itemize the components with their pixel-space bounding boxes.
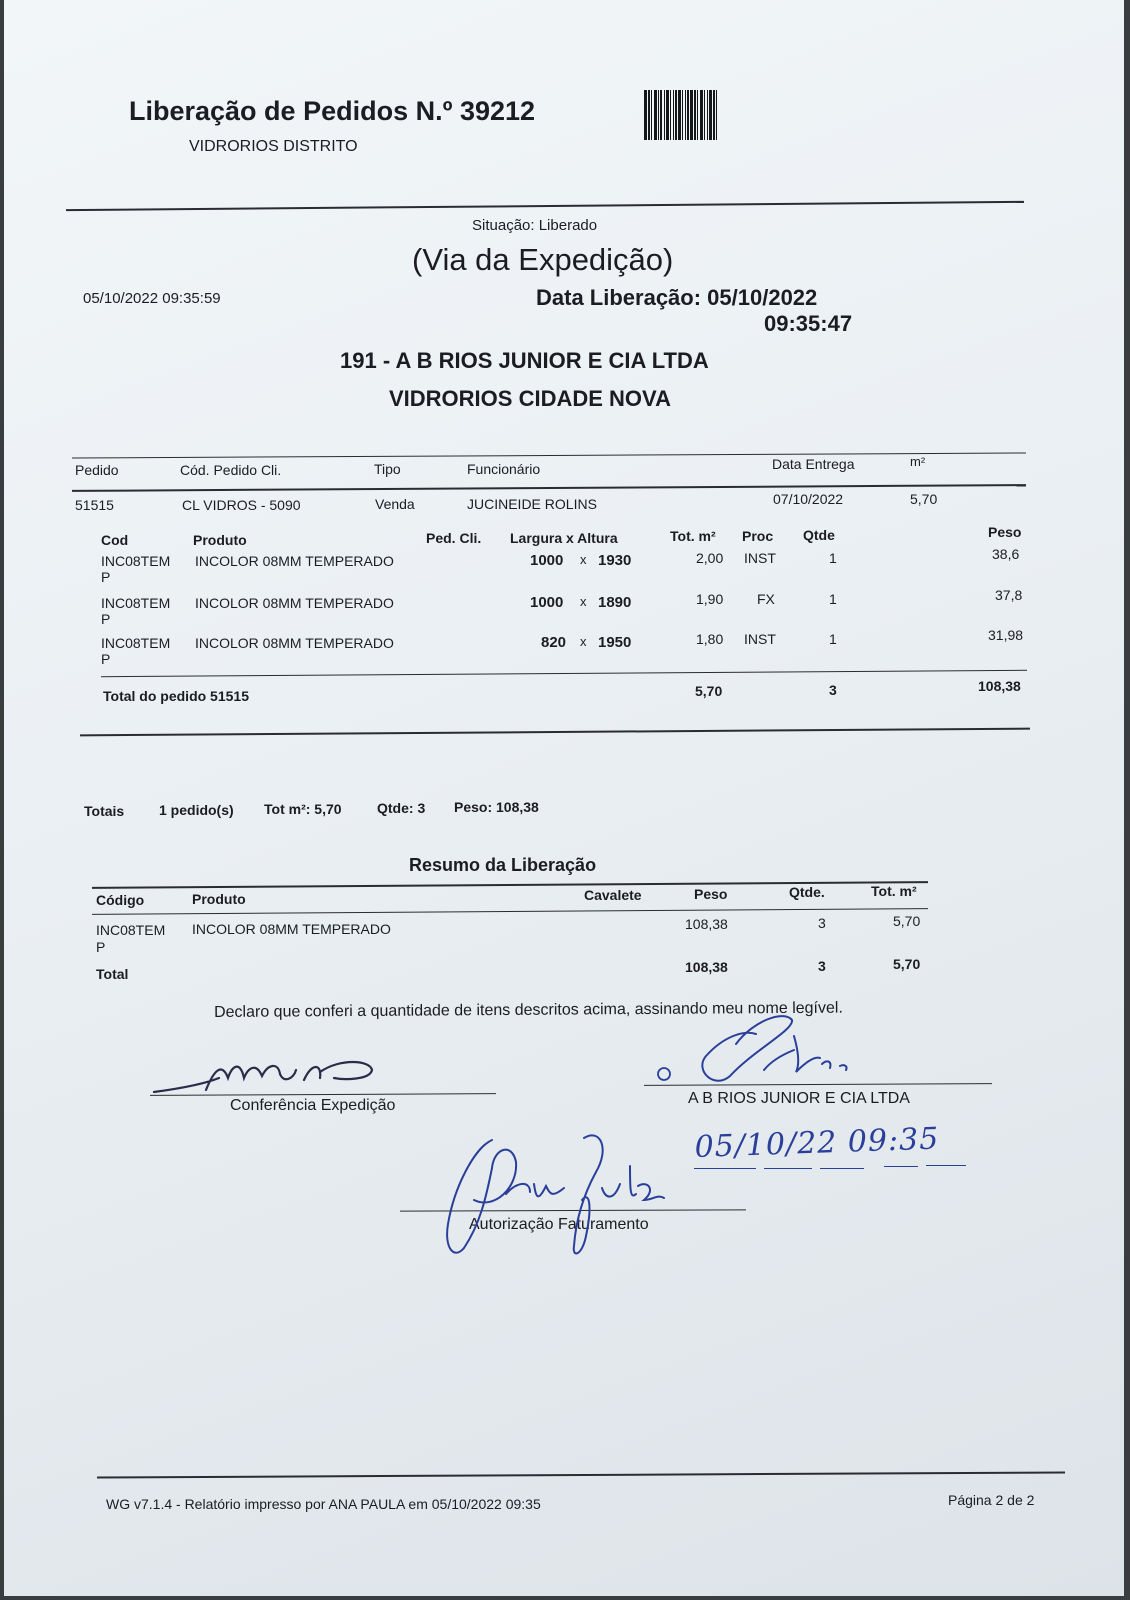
resumo-col-qtde: Qtde. (789, 884, 825, 900)
total-qtde: 3 (829, 682, 837, 698)
total-peso: 108,38 (978, 678, 1021, 694)
row-proc: FX (757, 591, 775, 607)
value-pedido: 51515 (75, 497, 114, 513)
date-underline (694, 1168, 756, 1169)
row-x: x (580, 634, 587, 649)
totais-pedidos: 1 pedido(s) (159, 802, 234, 818)
row-qtde: 1 (829, 550, 837, 566)
total-label: Total do pedido 51515 (103, 688, 249, 704)
resumo-row-tot-m2: 5,70 (893, 913, 921, 929)
resumo-row-cod: INC08TEM (96, 922, 166, 938)
value-tipo: Venda (375, 496, 415, 512)
row-x: x (580, 594, 587, 609)
footer-report: WG v7.1.4 - Relatório impresso por ANA PAULA em 05/10/2022 09:35 (106, 1496, 541, 1512)
cliente-nome: 191 - A B RIOS JUNIOR E CIA LTDA (340, 348, 709, 373)
row-largura: 820 (541, 634, 567, 651)
footer-page: Página 2 de 2 (948, 1492, 1035, 1508)
value-cod-pedido: CL VIDROS - 5090 (182, 497, 301, 513)
row-produto: INCOLOR 08MM TEMPERADO (195, 635, 394, 651)
row-cod: INC08TEM (101, 595, 171, 611)
footer-divider (97, 1471, 1065, 1478)
resumo-col-tot-m2: Tot. m² (871, 883, 917, 899)
resumo-total-tot-m2: 5,70 (893, 956, 921, 972)
row-x: x (580, 552, 587, 567)
row-tot-m2: 1,90 (696, 591, 724, 607)
col-tot-m2: Tot. m² (670, 528, 716, 544)
divider (92, 908, 928, 915)
row-altura: 1930 (598, 552, 632, 569)
barcode-bar (717, 90, 720, 140)
hora-liberacao: 09:35:47 (764, 311, 853, 336)
row-largura: 1000 (530, 552, 564, 569)
printed-datetime: 05/10/2022 09:35:59 (83, 290, 221, 307)
row-produto: INCOLOR 08MM TEMPERADO (195, 553, 394, 569)
value-funcionario: JUCINEIDE ROLINS (467, 496, 597, 512)
row-produto: INCOLOR 08MM TEMPERADO (195, 595, 394, 611)
total-tot-m2: 5,70 (695, 683, 723, 699)
row-proc: INST (744, 550, 776, 566)
label-tipo: Tipo (374, 461, 401, 477)
resumo-col-cavalete: Cavalete (584, 887, 642, 903)
resumo-title: Resumo da Liberação (409, 855, 597, 875)
col-produto: Produto (193, 532, 247, 548)
data-liberacao: Data Liberação: 05/10/2022 (536, 285, 818, 310)
resumo-total-peso: 108,38 (685, 959, 728, 975)
resumo-total-label: Total (96, 966, 129, 982)
totais-label: Totais (84, 803, 125, 819)
document-title: Liberação de Pedidos N.º 39212 (129, 96, 536, 126)
row-largura: 1000 (530, 594, 564, 611)
divider (72, 484, 1026, 492)
totais-peso: Peso: 108,38 (454, 799, 539, 815)
resumo-col-produto: Produto (192, 891, 246, 907)
handwritten-signature-autorizacao (434, 1128, 684, 1268)
resumo-row-cod-cont: P (96, 939, 106, 955)
date-underline (764, 1168, 812, 1169)
row-cod-cont: P (101, 569, 111, 585)
row-proc: INST (744, 631, 776, 647)
date-underline (884, 1166, 918, 1167)
signature-label-autorizacao: Autorização Faturamento (469, 1216, 649, 1233)
resumo-col-peso: Peso (694, 886, 728, 902)
col-qtde: Qtde (803, 527, 835, 543)
value-m2: 5,70 (910, 491, 938, 507)
label-cod-pedido: Cód. Pedido Cli. (180, 462, 282, 478)
row-tot-m2: 1,80 (696, 631, 724, 647)
col-largura-altura: Largura x Altura (510, 530, 618, 546)
resumo-total-qtde: 3 (818, 958, 826, 974)
totais-tot-m2: Tot m²: 5,70 (264, 801, 342, 817)
row-qtde: 1 (829, 591, 837, 607)
row-peso: 37,8 (995, 587, 1023, 603)
handwritten-date: 05/10/22 09:35 (694, 1121, 940, 1165)
label-pedido: Pedido (75, 462, 119, 478)
value-data-entrega: 07/10/2022 (773, 491, 844, 507)
col-ped-cli: Ped. Cli. (426, 530, 482, 546)
col-proc: Proc (742, 528, 774, 544)
date-underline (820, 1168, 864, 1169)
handwritten-signature-conferencia (144, 1048, 384, 1100)
row-altura: 1890 (598, 594, 632, 611)
issuer-company: VIDRORIOS DISTRITO (189, 138, 358, 155)
label-funcionario: Funcionário (467, 461, 541, 477)
via-title: (Via da Expedição) (412, 242, 674, 277)
resumo-col-codigo: Código (96, 892, 145, 908)
col-cod: Cod (101, 532, 129, 548)
cliente-loja: VIDRORIOS CIDADE NOVA (389, 386, 671, 411)
row-cod: INC08TEM (101, 553, 171, 569)
label-m2: m² (910, 454, 926, 469)
resumo-row-qtde: 3 (818, 915, 826, 931)
handwritten-signature-cliente (644, 1010, 884, 1090)
row-cod: INC08TEM (101, 635, 171, 651)
label-data-entrega: Data Entrega (772, 456, 855, 472)
divider (66, 201, 1024, 211)
situacao-text: Situação: Liberado (472, 217, 598, 234)
row-altura: 1950 (598, 634, 632, 651)
date-underline (926, 1165, 966, 1166)
document-page (4, 0, 1124, 1596)
signature-label-cliente: A B RIOS JUNIOR E CIA LTDA (688, 1090, 910, 1107)
divider (80, 728, 1030, 737)
declaration-text: Declaro que conferi a quantidade de itens descritos acima, assinando meu nome legível. (214, 999, 843, 1021)
divider (72, 453, 1026, 459)
totais-qtde: Qtde: 3 (377, 800, 426, 816)
barcode (644, 90, 818, 140)
row-cod-cont: P (101, 651, 111, 667)
resumo-row-peso: 108,38 (685, 916, 728, 932)
row-tot-m2: 2,00 (696, 550, 724, 566)
row-qtde: 1 (829, 631, 837, 647)
signature-label-conferencia: Conferência Expedição (230, 1097, 396, 1114)
row-peso: 31,98 (988, 627, 1024, 643)
row-cod-cont: P (101, 611, 111, 627)
resumo-row-produto: INCOLOR 08MM TEMPERADO (192, 921, 391, 937)
divider (101, 670, 1027, 677)
col-peso: Peso (988, 524, 1022, 540)
row-peso: 38,6 (992, 546, 1020, 562)
